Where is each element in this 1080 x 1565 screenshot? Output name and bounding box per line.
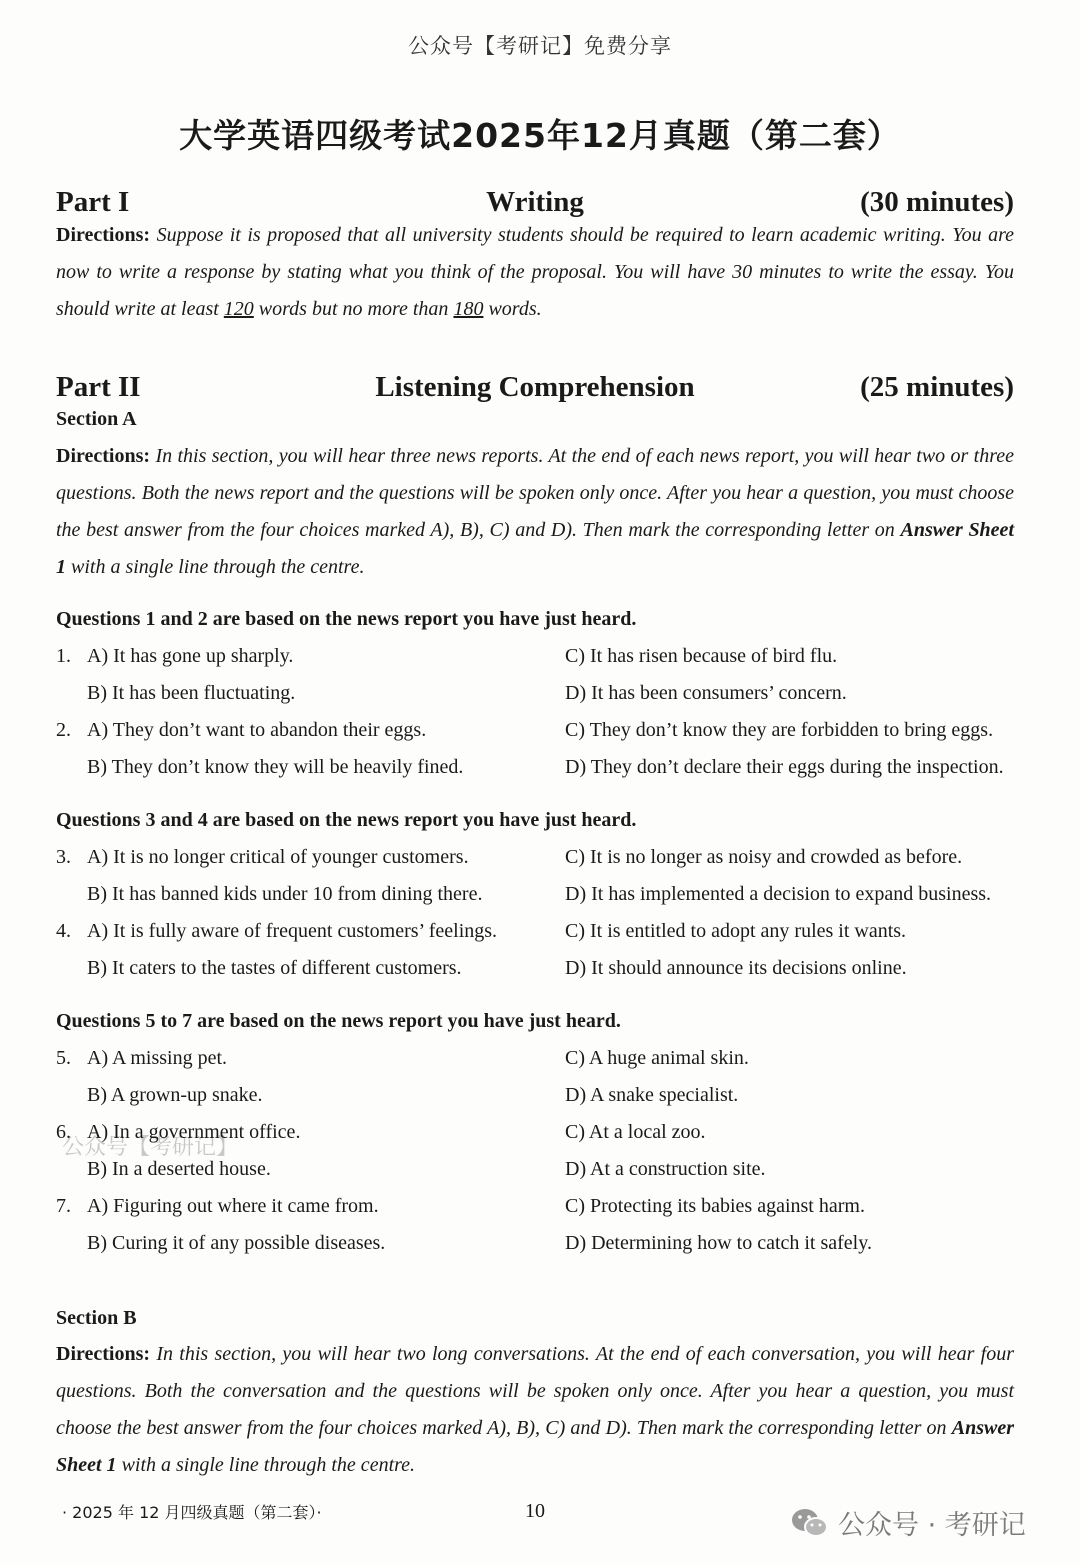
option-d: D) A snake specialist. xyxy=(565,1084,739,1106)
directions-label: Directions: xyxy=(56,224,151,246)
question-group-heading: Questions 5 to 7 are based on the news report you have just heard. xyxy=(56,1010,621,1032)
option-d: D) Determining how to catch it safely. xyxy=(565,1232,872,1254)
part2-time: (25 minutes) xyxy=(860,371,1014,403)
part1-directions: Directions: Suppose it is proposed that all university students should be required to learn academic writing. You are now to write a response by stating what you think of the proposal. You will have 30 minutes to write the essay. You should write at least 120 words but no more than 180 words. xyxy=(56,224,1014,320)
option-a: A) It is no longer critical of younger customers. xyxy=(87,846,469,868)
min-words: 120 xyxy=(223,298,254,320)
bottom-watermark xyxy=(790,1503,1026,1542)
section-b-label: Section B xyxy=(56,1307,137,1329)
question-number: 1. xyxy=(56,645,71,667)
page-title: 大学英语四级考试2025年12月真题（第二套） xyxy=(179,116,901,155)
option-b: B) Curing it of any possible diseases. xyxy=(87,1232,386,1254)
part1-title: Writing xyxy=(486,186,584,218)
option-c: C) They don’t know they are forbidden to bring eggs. xyxy=(565,719,994,741)
option-a: A) In a government office. xyxy=(87,1121,301,1143)
question-group-heading: Questions 3 and 4 are based on the news report you have just heard. xyxy=(56,809,637,831)
answer-sheet-ref: Answer Sheet 1 xyxy=(56,519,1014,578)
wechat-icon xyxy=(790,1506,830,1540)
footer-caption: · 2025 年 12 月四级真题（第二套）· xyxy=(62,1503,322,1522)
answer-sheet-ref: Answer Sheet 1 xyxy=(56,1417,1014,1476)
option-c: C) At a local zoo. xyxy=(565,1121,706,1143)
option-d: D) At a construction site. xyxy=(565,1158,766,1180)
max-words: 180 xyxy=(453,298,484,320)
question-number: 5. xyxy=(56,1047,71,1069)
question-number: 7. xyxy=(56,1195,71,1217)
option-d: D) It has been consumers’ concern. xyxy=(565,682,847,704)
top-watermark: 公众号【考研记】免费分享 xyxy=(408,34,672,58)
question-number: 3. xyxy=(56,846,71,868)
option-c: C) A huge animal skin. xyxy=(565,1047,749,1069)
option-b: B) It has been fluctuating. xyxy=(87,682,296,704)
bottom-watermark-text: 公众号 · 考研记 xyxy=(838,1510,1026,1541)
option-c: C) Protecting its babies against harm. xyxy=(565,1195,865,1217)
option-b: B) They don’t know they will be heavily fined. xyxy=(87,756,464,778)
section-a-label: Section A xyxy=(56,408,137,430)
faint-watermark: 公众号【考研记】 xyxy=(62,1135,239,1160)
question-number: 6. xyxy=(56,1121,71,1143)
option-b: B) It has banned kids under 10 from dining there. xyxy=(87,883,483,905)
part2-label: Part II xyxy=(56,371,141,403)
part1-time: (30 minutes) xyxy=(860,186,1014,218)
option-c: C) It is no longer as noisy and crowded as before. xyxy=(565,846,963,868)
part2-title: Listening Comprehension xyxy=(375,371,695,403)
part1-label: Part I xyxy=(56,186,130,218)
option-a: A) It has gone up sharply. xyxy=(87,645,294,667)
page-number: 10 xyxy=(525,1500,545,1522)
option-b: B) In a deserted house. xyxy=(87,1158,271,1180)
option-b: B) It caters to the tastes of different customers. xyxy=(87,957,462,979)
section-a-directions: Directions: In this section, you will hear three news reports. At the end of each news report, you will hear two or three questions. Both the news report and the questions will be spoken only once. After you hear a question, you must choose the best answer from the four choices marked A), B), C) and D). Then mark the corresponding letter on Answer Sheet 1 with a single line through the centre. xyxy=(56,445,1015,578)
option-c: C) It has risen because of bird flu. xyxy=(565,645,838,667)
question-number: 4. xyxy=(56,920,71,942)
option-a: A) A missing pet. xyxy=(87,1047,228,1069)
option-d: D) It should announce its decisions online. xyxy=(565,957,907,979)
option-d: D) It has implemented a decision to expand business. xyxy=(565,883,992,905)
option-c: C) It is entitled to adopt any rules it wants. xyxy=(565,920,907,942)
option-a: A) They don’t want to abandon their eggs. xyxy=(87,719,427,741)
option-a: A) Figuring out where it came from. xyxy=(87,1195,379,1217)
question-group-heading: Questions 1 and 2 are based on the news report you have just heard. xyxy=(56,608,637,630)
option-a: A) It is fully aware of frequent customers’ feelings. xyxy=(87,920,498,942)
question-number: 2. xyxy=(56,719,71,741)
option-d: D) They don’t declare their eggs during the inspection. xyxy=(565,756,1004,778)
part2-header xyxy=(56,371,1014,407)
option-b: B) A grown-up snake. xyxy=(87,1084,263,1106)
section-b-directions: Directions: In this section, you will hear two long conversations. At the end of each conversation, you will hear four questions. Both the conversation and the questions will be spoken only once. After you hear a question, you must choose the best answer from the four choices marked A), B), C) and D). Then mark the corresponding letter on Answer Sheet 1 with a single line through the centre. xyxy=(56,1343,1015,1476)
